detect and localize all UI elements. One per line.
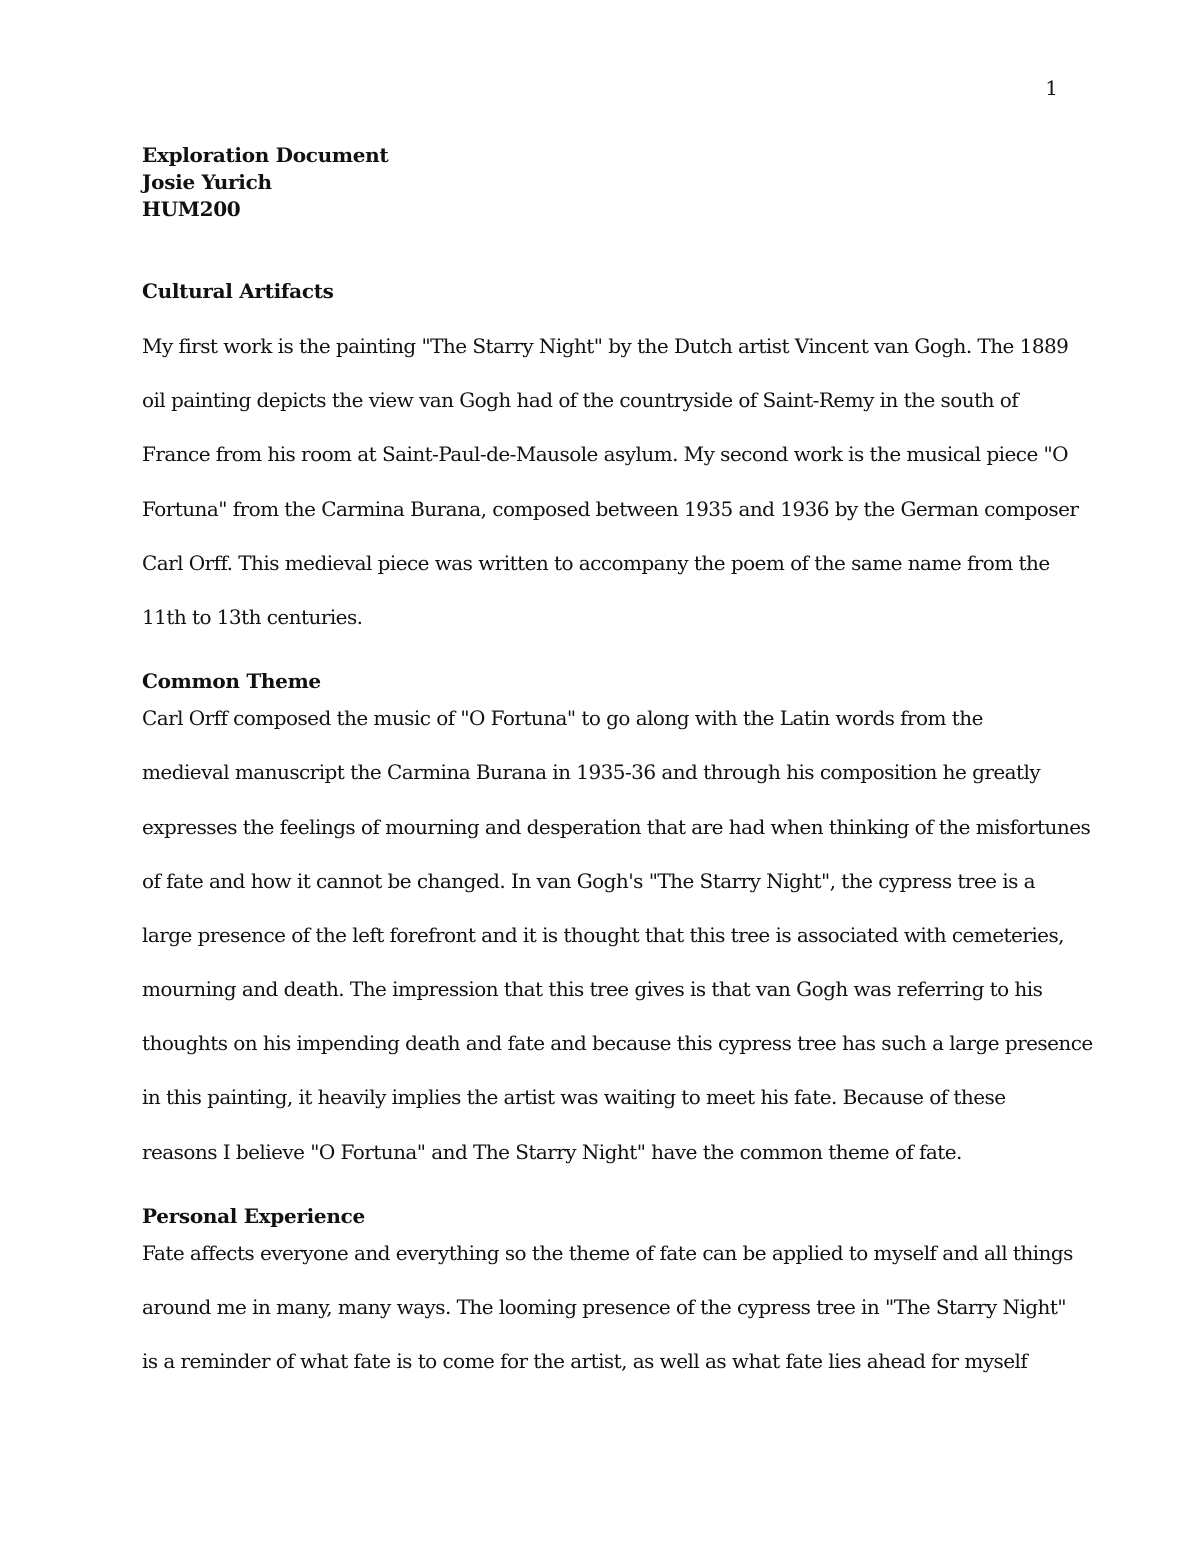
paragraph-line: reasons I believe "O Fortuna" and The Starry Night" have the common theme of fate.: [142, 1139, 962, 1164]
section-paragraph: [142, 705, 1093, 1193]
section-common-theme: [142, 668, 1093, 1193]
section-heading: Cultural Artifacts: [142, 279, 334, 303]
paragraph-line: My first work is the painting "The Starry Night" by the Dutch artist Vincent van Gogh. The 1889: [142, 334, 1069, 358]
paragraph-line: 11th to 13th centuries.: [142, 604, 363, 629]
paragraph-line: France from his room at Saint-Paul-de-Mausole asylum. My second work is the musical piece "O: [142, 442, 1069, 467]
paragraph-line: is a reminder of what fate is to come for the artist, as well as what fate lies ahead for myself: [142, 1349, 1028, 1374]
section-cultural-artifacts: [142, 278, 1079, 658]
author-name: Josie Yurich: [142, 170, 272, 194]
paragraph-line: Carl Orff composed the music of "O Fortuna" to go along with the Latin words from the: [142, 706, 983, 731]
paragraph-line: in this painting, it heavily implies the artist was waiting to meet his fate. Because of these: [142, 1085, 1006, 1110]
section-heading: Common Theme: [142, 669, 321, 694]
document-body: [142, 142, 1093, 1402]
document-header: [142, 142, 1062, 223]
paragraph-line: thoughts on his impending death and fate and because this cypress tree has such a large presence: [142, 1031, 1093, 1056]
paragraph-line: mourning and death. The impression that this tree gives is that van Gogh was referring to his: [142, 977, 1043, 1002]
course-code: HUM200: [142, 197, 241, 221]
section-personal-experience: [142, 1203, 1073, 1403]
paragraph-line: Fate affects everyone and everything so the theme of fate can be applied to myself and all things: [142, 1240, 1073, 1265]
paragraph-line: expresses the feelings of mourning and desperation that are had when thinking of the misfortunes: [142, 814, 1091, 839]
paragraph-line: large presence of the left forefront and it is thought that this tree is associated with cemeteries,: [142, 922, 1064, 947]
section-paragraph: [142, 1240, 1073, 1403]
paragraph-line: oil painting depicts the view van Gogh had of the countryside of Saint-Remy in the south of: [142, 388, 1019, 413]
paragraph-line: around me in many, many ways. The looming presence of the cypress tree in "The Starry Night": [142, 1295, 1067, 1319]
paragraph-line: Fortuna" from the Carmina Burana, composed between 1935 and 1936 by the German composer: [142, 496, 1079, 521]
section-paragraph: [142, 333, 1079, 658]
paragraph-line: Carl Orff. This medieval piece was written to accompany the poem of the same name from the: [142, 550, 1050, 575]
page-number: 1: [1045, 76, 1058, 100]
paragraph-line: medieval manuscript the Carmina Burana in 1935-36 and through his composition he greatly: [142, 760, 1041, 785]
section-heading: Personal Experience: [142, 1203, 365, 1228]
paragraph-line: of fate and how it cannot be changed. In van Gogh's "The Starry Night", the cypress tree is a: [142, 868, 1035, 893]
document-title: Exploration Document: [142, 143, 389, 167]
